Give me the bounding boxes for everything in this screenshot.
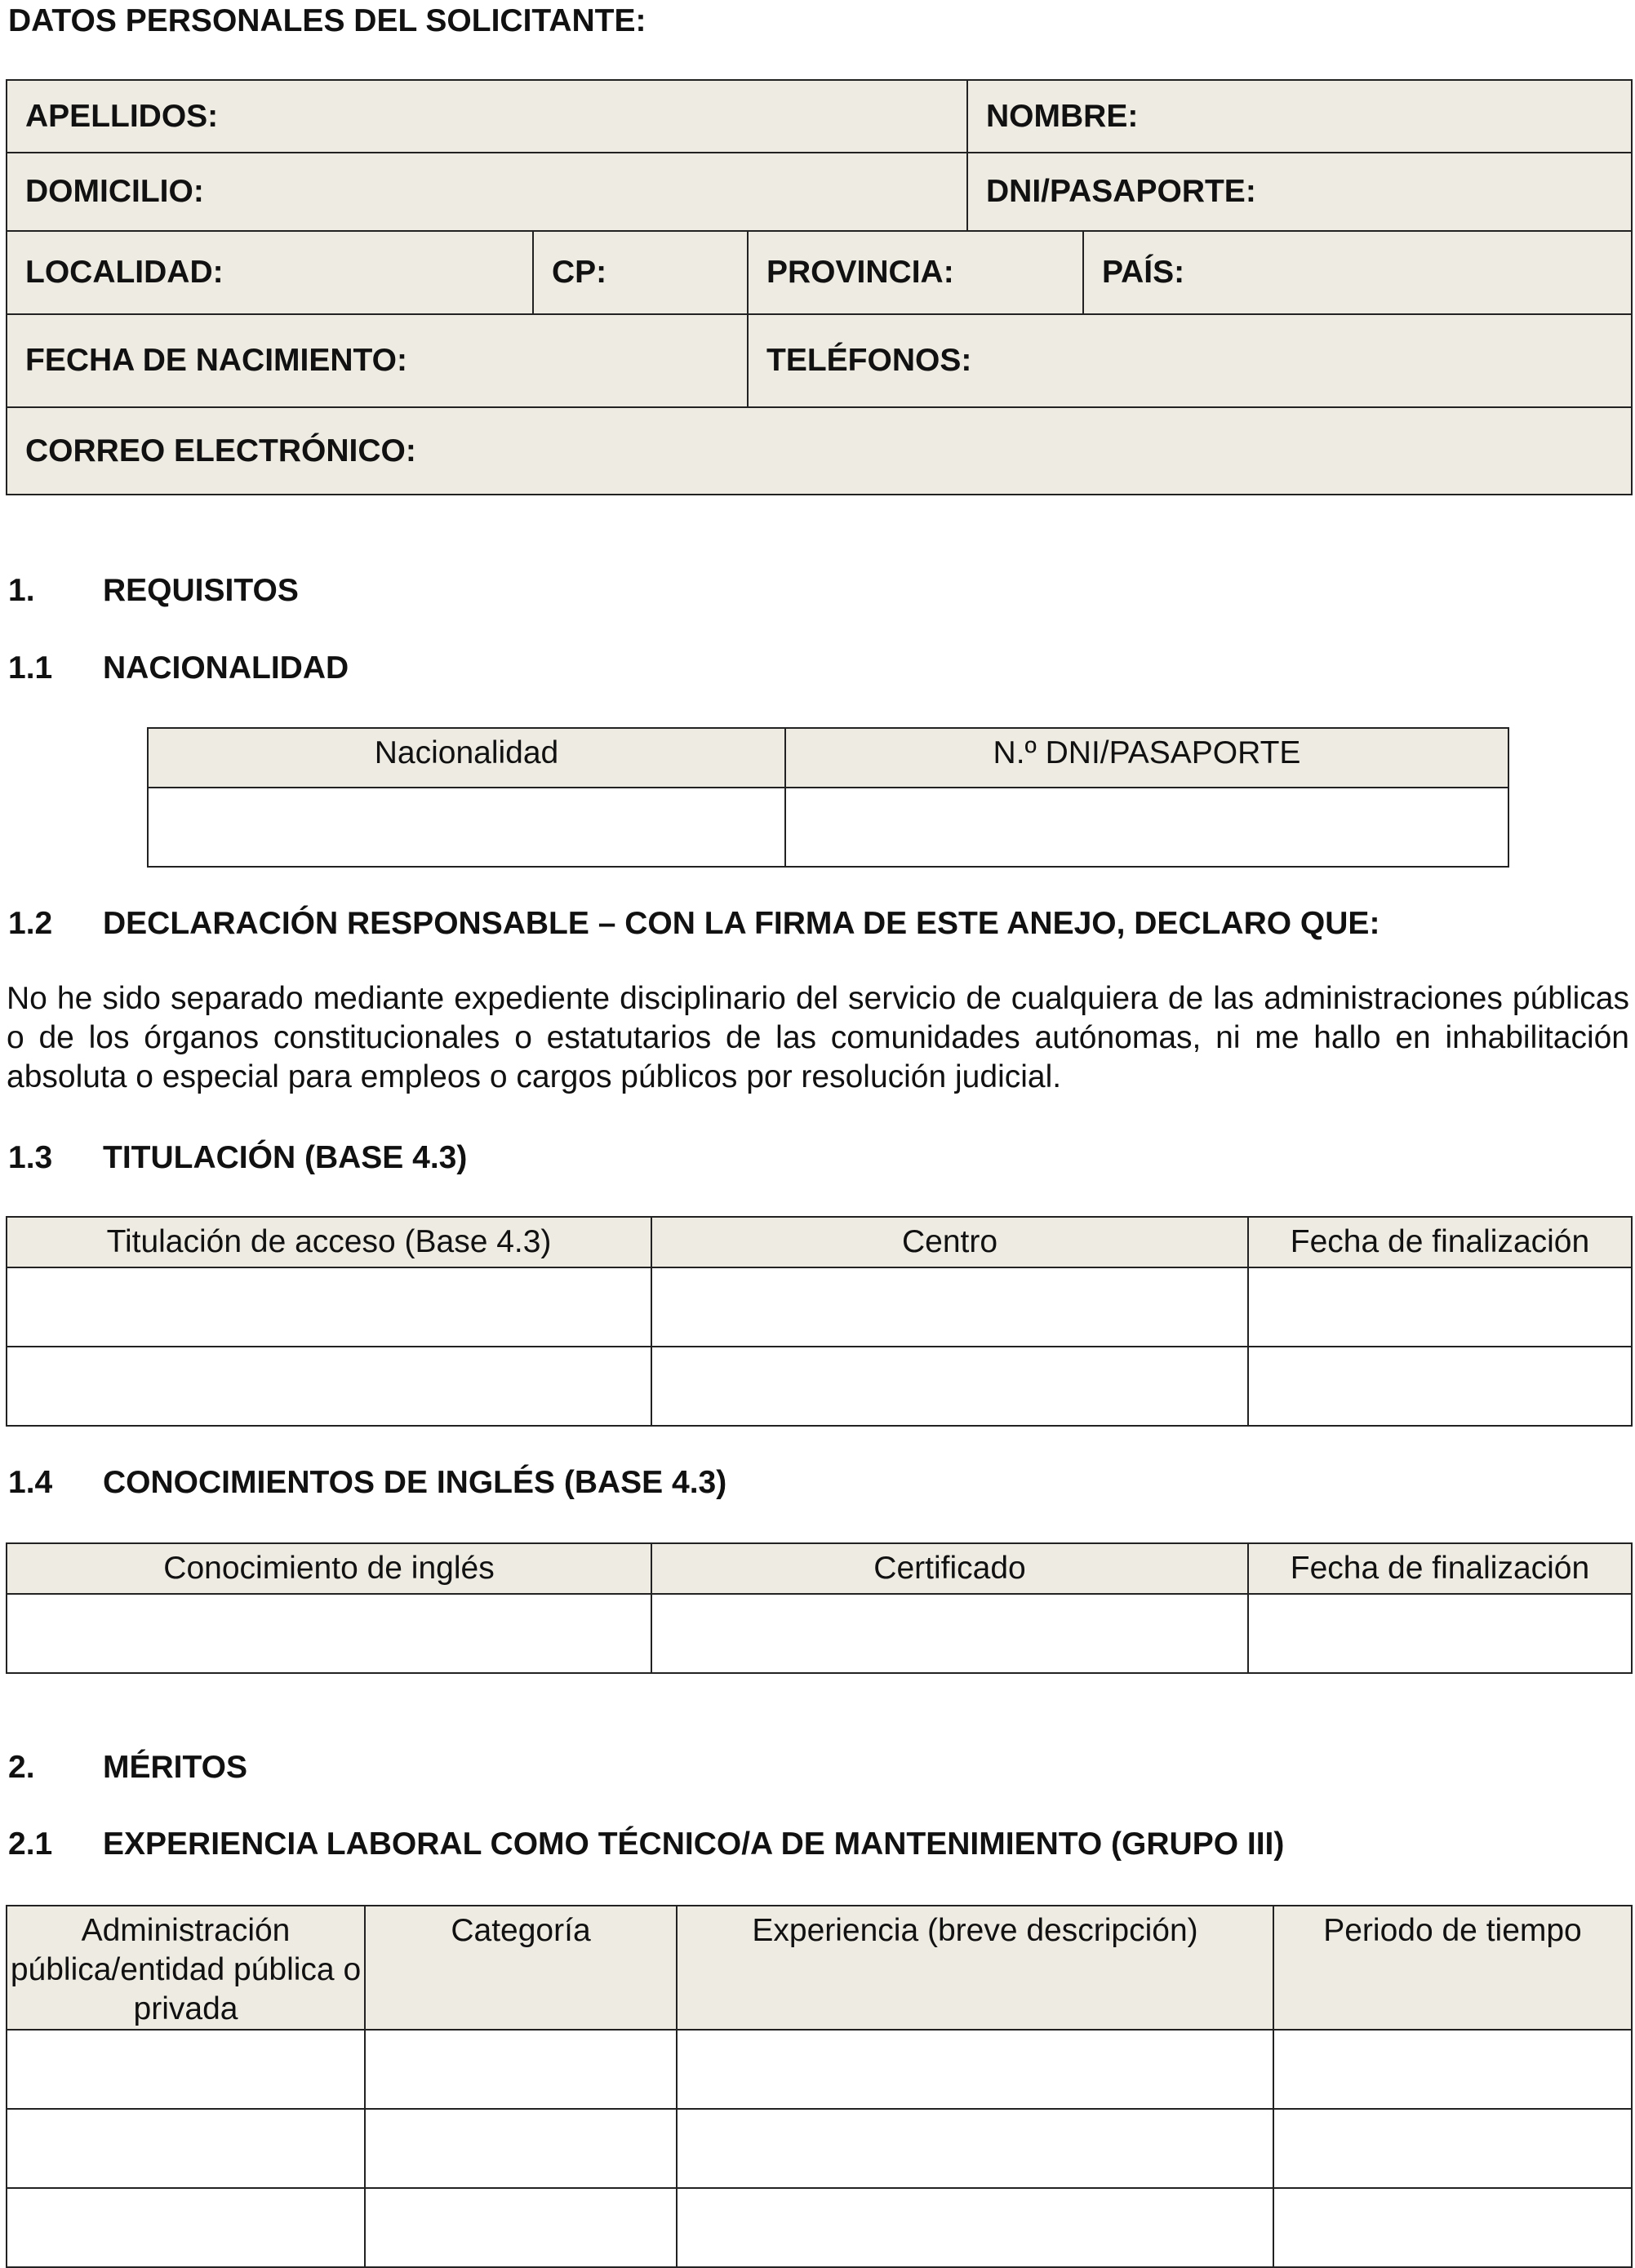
header-fecha-finalizacion: Fecha de finalización (1248, 1217, 1632, 1267)
header-conocimiento-ingles: Conocimiento de inglés (7, 1543, 651, 1594)
table-cell[interactable] (7, 1594, 651, 1673)
nacionalidad-input-cell[interactable] (148, 788, 785, 867)
nacionalidad-table (147, 727, 1509, 868)
table-cell[interactable] (365, 2188, 677, 2267)
section-title: DECLARACIÓN RESPONSABLE – CON LA FIRMA DE ESTE ANEJO, DECLARO QUE: (103, 906, 1380, 941)
section-1-1-heading (8, 650, 1559, 691)
header-certificado: Certificado (651, 1543, 1248, 1594)
declaration-text: No he sido separado mediante expediente disciplinario del servicio de cualquiera de las administraciones públicas o de los órganos constitucionales o estatutarios de las comunidades autónomas, ni me hallo en inhabilitación absoluta o especial para empleos o cargos públicos por resolución judicial. (7, 981, 1629, 1094)
table-cell[interactable] (7, 1267, 651, 1347)
dni-input-cell[interactable] (785, 788, 1508, 867)
section-number: 1.2 (8, 906, 53, 941)
cp-field[interactable]: CP: (533, 231, 748, 314)
header-nacionalidad: Nacionalidad (148, 728, 785, 788)
titulacion-table (6, 1216, 1633, 1427)
experiencia-table (6, 1905, 1633, 2268)
page-title: DATOS PERSONALES DEL SOLICITANTE: (8, 3, 646, 38)
table-cell[interactable] (365, 2030, 677, 2109)
section-number: 1.4 (8, 1465, 53, 1500)
header-experiencia: Experiencia (breve descripción) (677, 1906, 1273, 2030)
section-title: EXPERIENCIA LABORAL COMO TÉCNICO/A DE MANTENIMIENTO (GRUPO III) (103, 1826, 1285, 1862)
section-title: MÉRITOS (103, 1750, 247, 1785)
header-administracion: Administración pública/entidad pública o privada (7, 1906, 365, 2030)
fecha-nacimiento-field[interactable]: FECHA DE NACIMIENTO: (7, 314, 748, 407)
telefonos-field[interactable]: TELÉFONOS: (748, 314, 1632, 407)
apellidos-field[interactable]: APELLIDOS: (7, 80, 967, 153)
table-cell[interactable] (7, 1347, 651, 1426)
provincia-field[interactable]: PROVINCIA: (748, 231, 1083, 314)
section-1-4-heading (8, 1465, 1559, 1506)
section-number: 2.1 (8, 1826, 53, 1862)
header-centro: Centro (651, 1217, 1248, 1267)
localidad-field[interactable]: LOCALIDAD: (7, 231, 533, 314)
section-number: 1.3 (8, 1140, 53, 1175)
ingles-table (6, 1542, 1633, 1674)
table-cell[interactable] (651, 1594, 1248, 1673)
header-dni-pasaporte: N.º DNI/PASAPORTE (785, 728, 1508, 788)
table-cell[interactable] (365, 2109, 677, 2188)
section-1-heading (8, 573, 1559, 614)
correo-field[interactable]: CORREO ELECTRÓNICO: (7, 407, 1632, 495)
table-cell[interactable] (1248, 1594, 1632, 1673)
nombre-field[interactable]: NOMBRE: (967, 80, 1632, 153)
section-title: NACIONALIDAD (103, 650, 349, 686)
table-cell[interactable] (1248, 1347, 1632, 1426)
section-1-2-heading (8, 906, 1633, 947)
domicilio-field[interactable]: DOMICILIO: (7, 153, 967, 231)
header-fecha-finalizacion: Fecha de finalización (1248, 1543, 1632, 1594)
table-cell[interactable] (7, 2188, 365, 2267)
table-cell[interactable] (677, 2188, 1273, 2267)
section-title: TITULACIÓN (BASE 4.3) (103, 1140, 468, 1175)
table-cell[interactable] (7, 2030, 365, 2109)
header-categoria: Categoría (365, 1906, 677, 2030)
dni-field[interactable]: DNI/PASAPORTE: (967, 153, 1632, 231)
section-number: 2. (8, 1750, 35, 1785)
table-cell[interactable] (1273, 2109, 1632, 2188)
section-number: 1. (8, 573, 35, 608)
section-2-1-heading (8, 1826, 1633, 1867)
header-titulacion: Titulación de acceso (Base 4.3) (7, 1217, 651, 1267)
pais-field[interactable]: PAÍS: (1083, 231, 1632, 314)
table-cell[interactable] (677, 2030, 1273, 2109)
section-title: CONOCIMIENTOS DE INGLÉS (BASE 4.3) (103, 1465, 727, 1500)
table-cell[interactable] (1273, 2188, 1632, 2267)
personal-data-table (6, 79, 1633, 495)
section-title: REQUISITOS (103, 573, 299, 608)
section-2-heading (8, 1750, 1559, 1791)
header-periodo: Periodo de tiempo (1273, 1906, 1632, 2030)
section-1-3-heading (8, 1140, 1559, 1181)
table-cell[interactable] (651, 1347, 1248, 1426)
table-cell[interactable] (1248, 1267, 1632, 1347)
table-cell[interactable] (1273, 2030, 1632, 2109)
section-number: 1.1 (8, 650, 53, 686)
table-cell[interactable] (677, 2109, 1273, 2188)
table-cell[interactable] (7, 2109, 365, 2188)
table-cell[interactable] (651, 1267, 1248, 1347)
